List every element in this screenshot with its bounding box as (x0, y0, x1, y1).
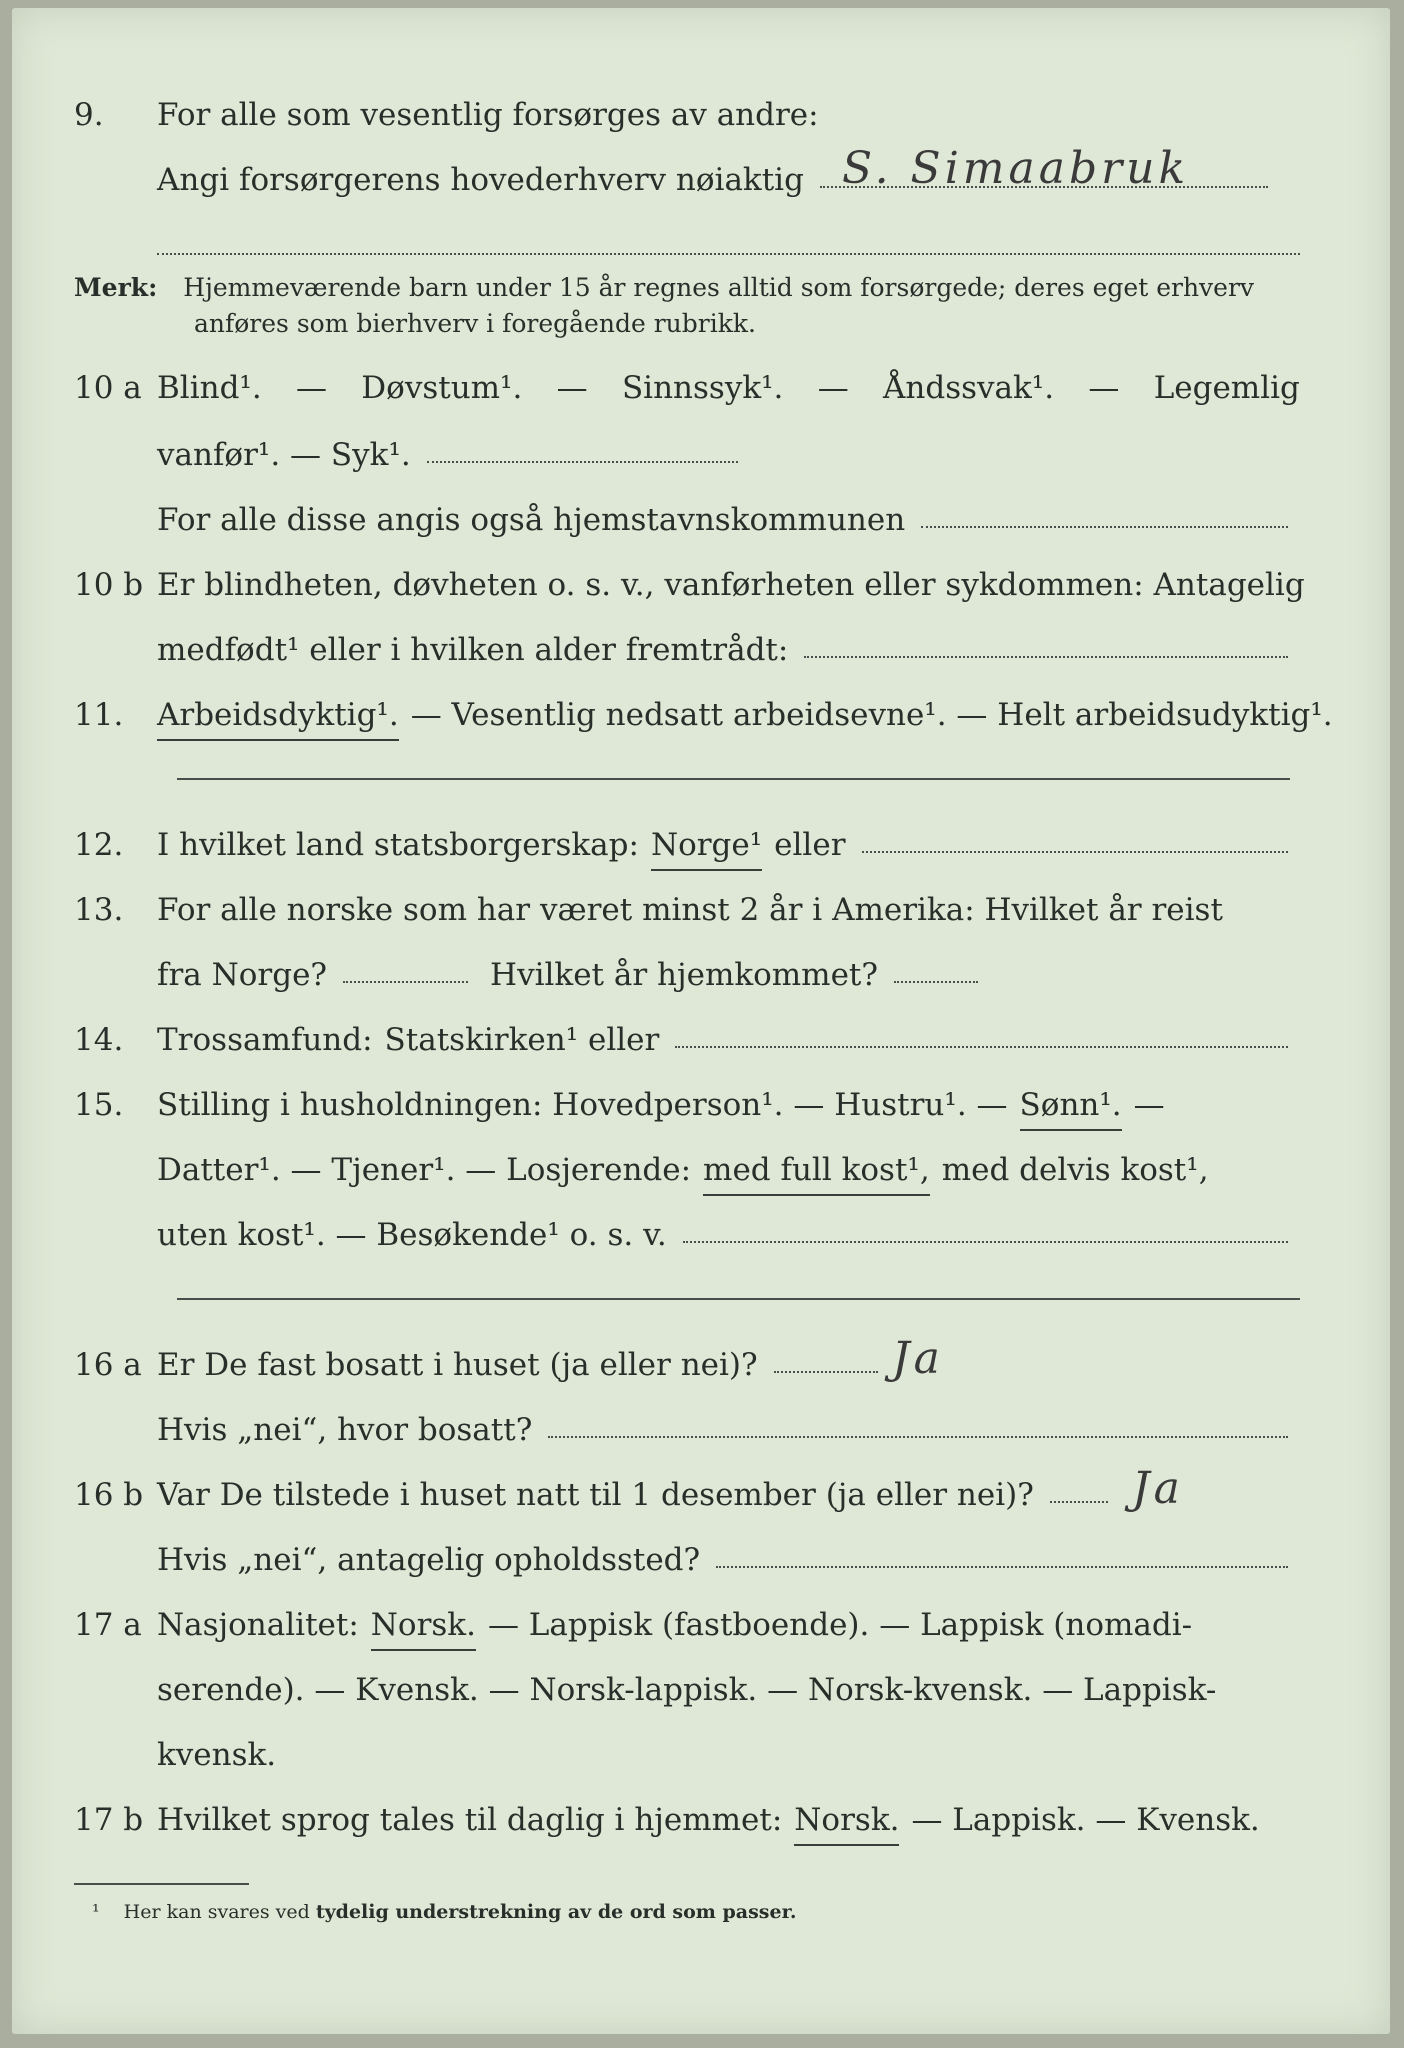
q10a-option: Åndssvak¹. (883, 370, 1055, 406)
q17a-text2: serende). — Kvensk. — Norsk-lappisk. — Norsk-kvensk. — Lappisk- (157, 1672, 1217, 1708)
q10a-text2: vanfør¹. — Syk¹. (157, 437, 411, 473)
q9-divider (157, 253, 1300, 255)
q17a-line1 (12, 1603, 1390, 1647)
merk-text2: anføres som bierhverv i foregående rubrikk. (194, 309, 756, 338)
q15-line2 (12, 1148, 1390, 1192)
q10a-option: — (817, 370, 849, 406)
q10a-syk-field[interactable] (427, 433, 738, 463)
q11-arbeidsdyktig-underlined: Arbeidsdyktig¹. (157, 693, 399, 741)
q10a-option: Døvstum¹. (361, 370, 523, 406)
q10a-option: — (556, 370, 588, 406)
merk-text1: Hjemmeværende barn under 15 år regnes alltid som forsørgede; deres eget erhverv (183, 273, 1255, 302)
q16a-bosatt-field[interactable] (548, 1408, 1288, 1438)
q13-hjem-label: Hvilket år hjemkommet? (490, 957, 879, 993)
q10a-options (157, 366, 1300, 410)
q16a-text2: Hvis „nei“, hvor bosatt? (157, 1412, 533, 1448)
q16a-text1: Er De fast bosatt i huset (ja eller nei)? (157, 1347, 758, 1383)
q10a-line3 (12, 498, 1390, 542)
q15-text1: Stilling i husholdningen: Hovedperson¹. — Hustru¹. — (157, 1087, 1008, 1123)
q10a-option: Legemlig (1153, 370, 1300, 406)
q10a-text3: For alle disse angis også hjemstavnskommunen (157, 502, 906, 538)
q14-text: Statskirken¹ eller (384, 1022, 660, 1058)
q16a-line2 (12, 1408, 1390, 1452)
q9-number: 9. (74, 97, 104, 133)
q17a-text1: — Lappisk (fastboende). — Lappisk (nomadi- (487, 1607, 1193, 1643)
q12-line (12, 823, 1390, 867)
q12-norge-underlined: Norge¹ (651, 823, 762, 871)
q11-line (12, 693, 1390, 737)
q16b-number: 16 b (74, 1477, 144, 1513)
q17a-line2 (12, 1668, 1390, 1712)
q9-handwritten-answer: S. Simaabruk (842, 143, 1190, 194)
q15-field[interactable] (683, 1213, 1288, 1243)
q9-line1 (12, 93, 1390, 137)
q17a-line3 (12, 1733, 1390, 1777)
q15-divider (177, 1298, 1300, 1300)
q12-land-field[interactable] (862, 823, 1288, 853)
q14-number: 14. (74, 1022, 124, 1058)
merk-label: Merk: (74, 273, 158, 302)
q15-text3: uten kost¹. — Besøkende¹ o. s. v. (157, 1217, 667, 1253)
q13-number: 13. (74, 892, 124, 928)
q10b-line1 (12, 563, 1390, 607)
q10b-line2 (12, 628, 1390, 672)
q12-number: 12. (74, 827, 124, 863)
q13-reist-field[interactable] (343, 953, 468, 983)
q17a-label: Nasjonalitet: (157, 1607, 359, 1643)
q12-text: I hvilket land statsborgerskap: (157, 827, 639, 863)
q15-number: 15. (74, 1087, 124, 1123)
q13-line2 (12, 953, 1390, 997)
q17b-label: Hvilket sprog tales til daglig i hjemmet: (157, 1802, 783, 1838)
q10a-option: — (1088, 370, 1120, 406)
q11-divider (177, 778, 1290, 780)
merk-note (74, 270, 1300, 342)
q16a-line1 (12, 1343, 1390, 1387)
q16b-text1: Var De tilstede i huset natt til 1 desember (ja eller nei)? (157, 1477, 1034, 1513)
q11-rest: — Vesentlig nedsatt arbeidsevne¹. — Helt arbeidsudyktig¹. (410, 697, 1333, 733)
q9-text2: Angi forsørgerens hovederhverv nøiaktig (157, 162, 804, 198)
q17a-text3: kvensk. (157, 1737, 277, 1773)
q16b-line2 (12, 1538, 1390, 1582)
q15-sonn-underlined: Sønn¹. (1020, 1083, 1122, 1131)
q16b-handwritten-answer: Ja (1132, 1463, 1184, 1514)
footnote-bold-text: tydelig understrekning av de ord som passer. (315, 1901, 797, 1923)
q12-eller: eller (774, 827, 846, 863)
q10a-kommune-field[interactable] (921, 498, 1288, 528)
q13-reist-label: fra Norge? (157, 957, 328, 993)
q10b-text2: medfødt¹ eller i hvilken alder fremtrådt: (157, 632, 789, 668)
footnote (92, 1901, 797, 1923)
q16b-answer-field[interactable] (1050, 1473, 1108, 1503)
q9-text: For alle som vesentlig forsørges av andre: (157, 97, 819, 133)
q17a-norsk-underlined: Norsk. (371, 1603, 476, 1651)
q17b-number: 17 b (74, 1802, 144, 1838)
q17b-line (12, 1798, 1390, 1842)
q17a-number: 17 a (74, 1607, 142, 1643)
q16b-text2: Hvis „nei“, antagelig opholdssted? (157, 1542, 701, 1578)
q15-dash: — (1133, 1087, 1165, 1123)
q14-line (12, 1018, 1390, 1062)
footnote-rule (74, 1883, 249, 1885)
q10a-number: 10 a (74, 370, 142, 406)
q10a-option: — (296, 370, 327, 406)
q16a-number: 16 a (74, 1347, 142, 1383)
q10b-text1: Er blindheten, døvheten o. s. v., vanførheten eller sykdommen: Antagelig (157, 567, 1305, 603)
q10a-line2 (12, 433, 1390, 477)
q15-line3 (12, 1213, 1390, 1257)
footnote-text: Her kan svares ved (123, 1901, 310, 1923)
q15-line1 (12, 1083, 1390, 1127)
q17b-norsk-underlined: Norsk. (794, 1798, 899, 1846)
q13-text1: For alle norske som har været minst 2 år i Amerika: Hvilket år reist (157, 892, 1223, 928)
q15-delvis: med delvis kost¹, (941, 1152, 1209, 1188)
q10a-line1 (12, 366, 1390, 410)
q16b-opholdssted-field[interactable] (716, 1538, 1288, 1568)
q17b-text: — Lappisk. — Kvensk. (911, 1802, 1260, 1838)
q10a-option: Sinnssyk¹. (621, 370, 784, 406)
census-form-page (12, 8, 1390, 2034)
q13-hjem-field[interactable] (894, 953, 978, 983)
q14-trossamfund-field[interactable] (675, 1018, 1288, 1048)
q10b-alder-field[interactable] (804, 628, 1288, 658)
q11-number: 11. (74, 697, 124, 733)
q10b-number: 10 b (74, 567, 144, 603)
q13-line1 (12, 888, 1390, 932)
q16a-handwritten-answer: Ja (892, 1333, 944, 1384)
q15-text2: Datter¹. — Tjener¹. — Losjerende: (157, 1152, 692, 1188)
q16a-answer-field[interactable] (774, 1343, 878, 1373)
footnote-mark: ¹ (92, 1901, 100, 1923)
q10a-option: Blind¹. (157, 370, 262, 406)
q15-fullkost-underlined: med full kost¹, (703, 1148, 930, 1196)
q14-label: Trossamfund: (157, 1022, 373, 1058)
